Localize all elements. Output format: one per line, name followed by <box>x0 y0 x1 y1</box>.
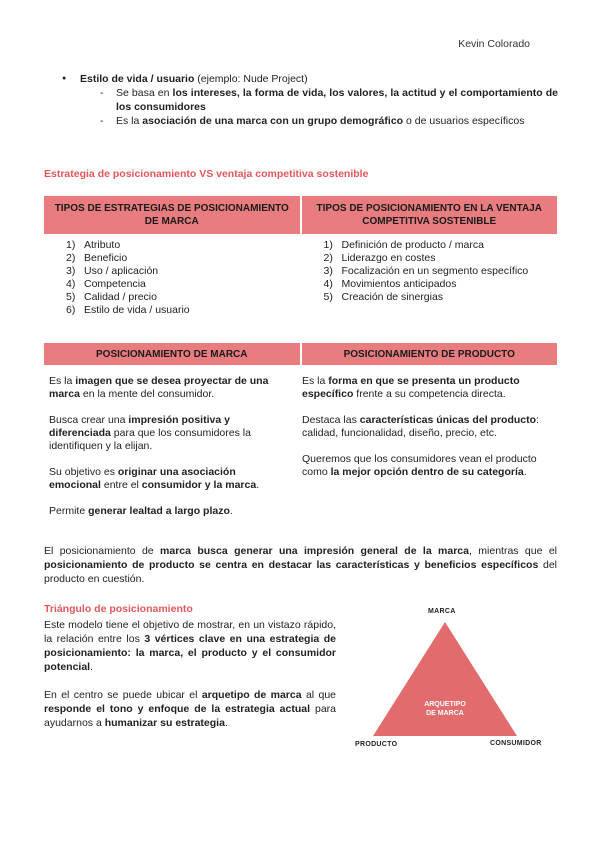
list-item <box>302 239 558 252</box>
lifestyle-bullet <box>60 72 558 128</box>
bold-text: impresión positiva y diferenciada <box>49 414 230 439</box>
text: para que los consumidores la identifiquen y la elijan. <box>49 427 251 452</box>
bold-text: responde el tono y enfoque de la estrategia actual <box>44 703 311 715</box>
text: Es la <box>116 115 143 127</box>
list-item <box>44 252 300 265</box>
product-p2 <box>302 414 539 440</box>
list-number: 2) <box>323 252 333 264</box>
bold-text: marca busca generar una impresión general de la marca <box>160 545 469 557</box>
list-text: Calidad / precio <box>84 291 157 303</box>
list-text: Beneficio <box>84 252 128 264</box>
list-number: 5) <box>323 291 333 303</box>
brand-strategy-list <box>44 239 300 317</box>
text: para ayudarnos a <box>44 703 337 729</box>
list-text: Competencia <box>84 278 146 290</box>
text: . <box>256 479 260 491</box>
bold-text: la mejor opción dentro de su categoría <box>330 466 524 478</box>
list-number: 4) <box>323 278 333 290</box>
text: Este modelo tiene el objetivo de mostrar, en un vistazo rápido, la relación entre los <box>44 619 336 645</box>
text: en la mente del consumidor. <box>79 388 215 400</box>
text: . <box>224 717 228 729</box>
text: : calidad, funcionalidad, diseño, precio, etc. <box>302 414 539 439</box>
text: Su objetivo es <box>49 466 118 478</box>
text: Es la <box>49 375 76 387</box>
list-number: 5) <box>66 291 76 303</box>
product-p3 <box>302 453 539 479</box>
list-item <box>302 252 558 265</box>
list-number: 1) <box>66 239 76 251</box>
list-number: 2) <box>66 252 76 264</box>
list-item <box>44 278 300 291</box>
list-text: Creación de sinergias <box>341 291 444 303</box>
text: Destaca las <box>302 414 360 426</box>
bold-text: humanizar su estrategia <box>104 717 225 729</box>
list-item <box>44 265 300 278</box>
product-positioning-cell <box>296 375 557 531</box>
triangle-center-line2: DE MARCA <box>426 710 464 717</box>
text: Permite <box>49 505 89 517</box>
list-text: Atributo <box>84 239 121 251</box>
list-number: 3) <box>323 265 333 277</box>
brand-p4 <box>49 505 286 518</box>
text: del producto en cuestión. <box>44 559 557 585</box>
text: . <box>90 661 94 673</box>
brand-positioning-cell <box>44 375 296 531</box>
list-item <box>44 239 300 252</box>
text: frente a su competencia directa. <box>353 388 506 400</box>
bold-text: imagen que se desea proyectar de una marca <box>49 375 269 400</box>
text: En el centro se puede ubicar el <box>44 689 202 701</box>
text: . <box>229 505 233 517</box>
triangle-center-line1: ARQUETIPO <box>424 701 466 708</box>
brand-p2 <box>49 414 286 453</box>
triangle-description <box>44 618 336 744</box>
bold-text: consumidor y la marca <box>141 479 257 491</box>
list-text: Liderazgo en costes <box>341 252 436 264</box>
text: . <box>523 466 527 478</box>
lifestyle-example: (ejemplo: Nude Project) <box>194 73 308 85</box>
bold-text: originar una asociación emocional <box>49 466 236 491</box>
table1-header-brand: TIPOS DE ESTRATEGIAS DE POSICIONAMIENTO DE MARCA <box>44 196 300 234</box>
list-text: Focalización en un segmento específico <box>341 265 529 277</box>
bold-text: asociación de una marca con un grupo demográfico <box>142 115 404 127</box>
author-name: Kevin Colorado <box>458 38 530 50</box>
list-text: Uso / aplicación <box>84 265 159 277</box>
summary-paragraph <box>44 544 557 586</box>
text: El posicionamiento de <box>44 545 161 557</box>
product-p1 <box>302 375 539 401</box>
list-item <box>302 291 558 304</box>
triangle-p2 <box>44 688 336 730</box>
text: Se basa en <box>116 87 173 99</box>
lifestyle-item <box>60 72 558 86</box>
brand-p1 <box>49 375 286 401</box>
triangle-label-producto: PRODUCTO <box>355 741 398 748</box>
text: al que <box>301 689 336 701</box>
list-text: Movimientos anticipados <box>341 278 457 290</box>
positioning-comparison-table <box>44 343 557 531</box>
bold-text: generar lealtad a largo plazo <box>88 505 230 517</box>
list-item <box>302 265 558 278</box>
strategy-heading: Estrategia de posicionamiento VS ventaja competitiva sostenible <box>44 168 369 180</box>
lifestyle-sub-1: - Se basa en los intereses, la forma de vida, los valores, la actitud y el comportamiento de los consumidores <box>100 87 558 113</box>
table2-header-brand: POSICIONAMIENTO DE MARCA <box>44 343 300 365</box>
text: entre el <box>100 479 142 491</box>
list-item <box>302 278 558 291</box>
lifestyle-sub-2: - Es la asociación de una marca con un grupo demográfico o de usuarios específicos <box>100 115 525 127</box>
bold-text: arquetipo de marca <box>201 689 302 701</box>
list-number: 4) <box>66 278 76 290</box>
text: Busca crear una <box>49 414 129 426</box>
triangle-heading: Triángulo de posicionamiento <box>44 603 193 615</box>
list-number: 6) <box>66 304 76 316</box>
bold-text: forma en que se presenta un producto específico <box>302 375 520 400</box>
bold-text: características únicas del producto <box>359 414 537 426</box>
text: o de usuarios específicos <box>403 115 525 127</box>
triangle-label-consumidor: CONSUMIDOR <box>490 740 542 747</box>
list-text: Definición de producto / marca <box>341 239 484 251</box>
strategy-types-table <box>44 196 557 317</box>
bold-text: posicionamiento de producto se centra en destacar las características y beneficios específicos <box>44 559 539 571</box>
positioning-triangle <box>372 620 518 738</box>
triangle-shape <box>373 622 517 736</box>
list-item <box>44 304 300 317</box>
advantage-list <box>302 239 558 304</box>
triangle-label-marca: MARCA <box>428 608 456 615</box>
text: Queremos que los consumidores vean el producto como <box>302 453 537 478</box>
bold-text: los intereses, la forma de vida, los valores, la actitud y el comportamiento de los consumidores <box>116 87 558 113</box>
list-item <box>44 291 300 304</box>
table2-header-product: POSICIONAMIENTO DE PRODUCTO <box>300 343 558 365</box>
bold-text: 3 vértices clave en una estrategia de posicionamiento: la marca, el producto y el consumidor potencial <box>44 633 336 673</box>
list-number: 1) <box>323 239 333 251</box>
lifestyle-title: Estilo de vida / usuario <box>80 73 195 85</box>
text: , mientras que el <box>469 545 557 557</box>
list-number: 3) <box>66 265 76 277</box>
triangle-p1 <box>44 618 336 674</box>
text: Es la <box>302 375 329 387</box>
table1-header-advantage: TIPOS DE POSICIONAMIENTO EN LA VENTAJA COMPETITIVA SOSTENIBLE <box>300 196 558 234</box>
list-text: Estilo de vida / usuario <box>84 304 190 316</box>
brand-p3 <box>49 466 286 492</box>
